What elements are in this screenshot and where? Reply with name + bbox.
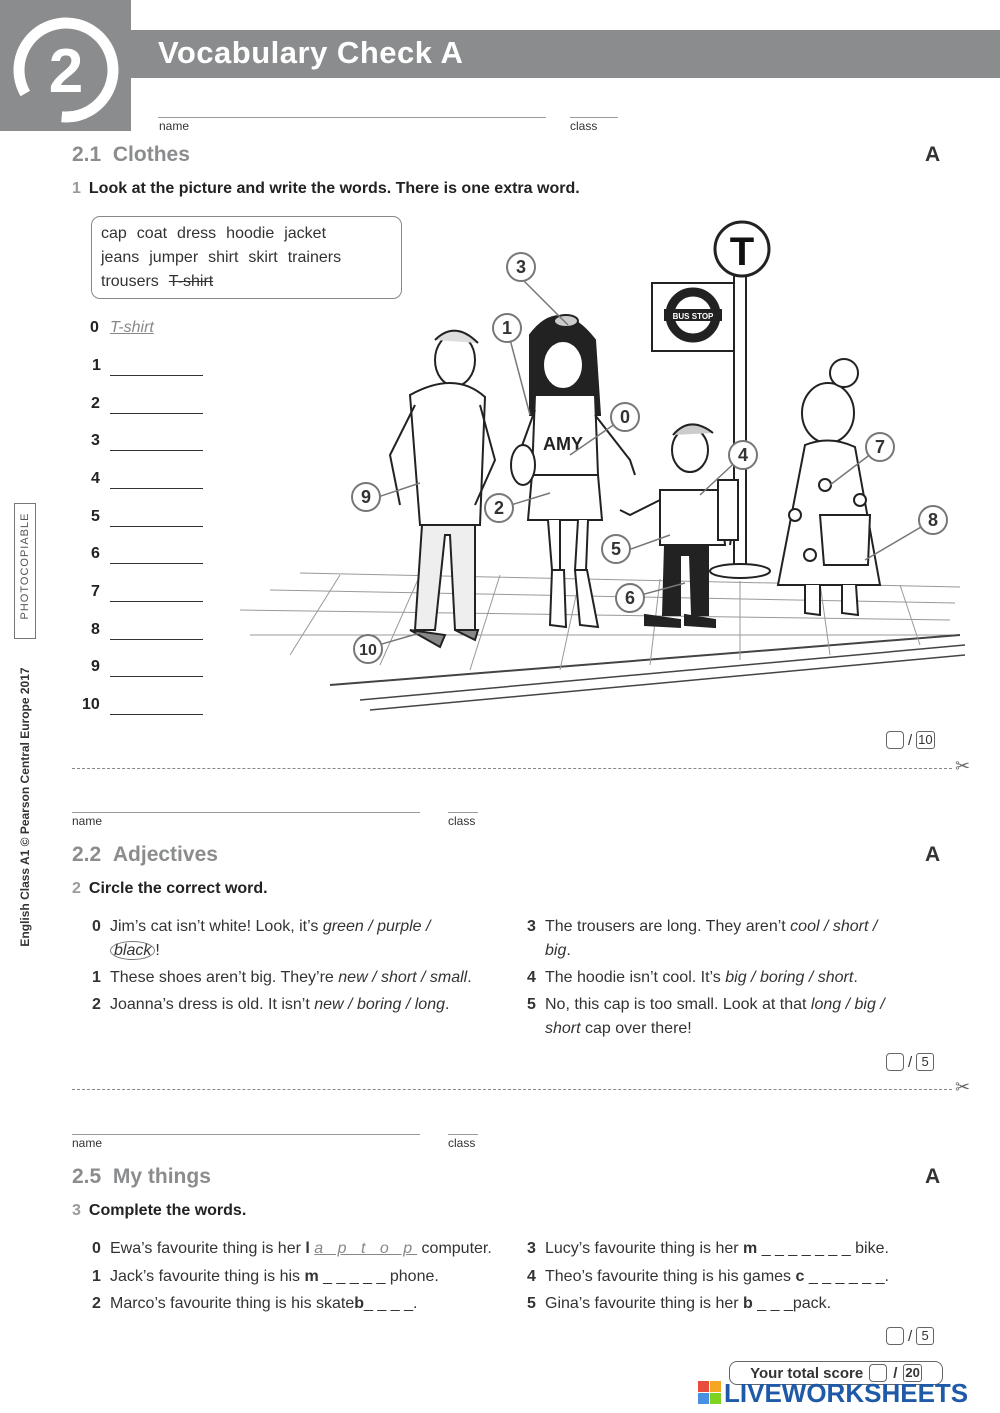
class-line[interactable] bbox=[448, 812, 478, 813]
callout-7 bbox=[866, 433, 894, 461]
answer-row-5[interactable]: 5 bbox=[80, 508, 210, 530]
section-2-1-heading bbox=[72, 143, 190, 167]
svg-text:10: 10 bbox=[359, 642, 377, 659]
instruction-2: 2 Circle the correct word. bbox=[72, 880, 268, 897]
callout-2 bbox=[485, 494, 513, 522]
section-number: 2.1 bbox=[72, 143, 102, 166]
page-title: Vocabulary Check A bbox=[158, 35, 464, 70]
score-box-1: / 10 bbox=[886, 731, 935, 749]
svg-text:0: 0 bbox=[619, 407, 631, 427]
word: jacket bbox=[284, 225, 327, 242]
answer-blank[interactable] bbox=[110, 639, 203, 640]
score-box-2: / 5 bbox=[886, 1053, 934, 1071]
word: coat bbox=[136, 225, 168, 242]
answer-blank[interactable] bbox=[110, 488, 203, 489]
unit-number: 2 bbox=[48, 37, 84, 106]
answer-blank[interactable] bbox=[110, 413, 203, 414]
cut-line bbox=[72, 768, 952, 769]
answer-row-8[interactable]: 8 bbox=[80, 621, 210, 643]
liveworksheets-watermark: LIVEWORKSHEETS bbox=[724, 1378, 969, 1408]
answer-number: 0 bbox=[90, 319, 99, 336]
things-item-2[interactable]: 2 Marco’s favourite thing is his skateb_ _ _ _. bbox=[92, 1295, 418, 1312]
score-input[interactable] bbox=[886, 1053, 904, 1071]
section-level-letter: A bbox=[925, 143, 941, 166]
svg-text:9: 9 bbox=[360, 487, 372, 507]
name-line[interactable] bbox=[72, 1134, 420, 1135]
class-line[interactable] bbox=[448, 1134, 478, 1135]
svg-text:2: 2 bbox=[493, 498, 505, 518]
score-input[interactable] bbox=[886, 1327, 904, 1345]
name-label: name bbox=[72, 1136, 103, 1150]
unit-number-badge bbox=[0, 0, 131, 131]
callout-1 bbox=[493, 314, 521, 342]
photocopiable-label: PHOTOCOPIABLE bbox=[19, 512, 31, 620]
callout-8 bbox=[919, 506, 947, 534]
things-item-0: 0 Ewa’s favourite thing is her l a p t o p computer. bbox=[92, 1240, 492, 1257]
answer-blank[interactable] bbox=[110, 375, 203, 376]
answer-blank[interactable] bbox=[110, 526, 203, 527]
svg-text:5: 5 bbox=[610, 539, 622, 559]
answer-row-2[interactable]: 2 bbox=[80, 395, 210, 417]
score-input[interactable] bbox=[886, 731, 904, 749]
things-item-4[interactable]: 4 Theo’s favourite thing is his games c _ _ _ _ _ _. bbox=[527, 1268, 889, 1285]
liveworksheets-logo-icon bbox=[698, 1381, 722, 1405]
section-2-5-heading: 2.5 My things bbox=[72, 1165, 211, 1188]
callout-4 bbox=[729, 441, 757, 469]
score-box-3: / 5 bbox=[886, 1327, 934, 1345]
scissors-icon: ✂ bbox=[955, 756, 971, 776]
section-level-letter: A bbox=[925, 1165, 941, 1188]
class-label: class bbox=[570, 119, 598, 133]
example-answer: a p t o p bbox=[314, 1240, 418, 1257]
things-item-1[interactable]: 1 Jack’s favourite thing is his m _ _ _ _ _ phone. bbox=[92, 1268, 439, 1285]
answer-row-10[interactable]: 10 bbox=[80, 696, 210, 718]
section-title: Clothes bbox=[112, 143, 190, 166]
answer-row-0 bbox=[80, 319, 210, 341]
class-label: class bbox=[448, 1136, 476, 1150]
instruction-1: 1 Look at the picture and write the words. There is one extra word. bbox=[72, 180, 580, 197]
adjective-item-2[interactable]: 2 Joanna’s dress is old. It isn’t new / boring / long. bbox=[92, 996, 450, 1013]
svg-text:7: 7 bbox=[874, 437, 886, 457]
name-label: name bbox=[159, 119, 190, 133]
scissors-icon: ✂ bbox=[955, 1077, 971, 1097]
copyright-text: English Class A1 © Pearson Central Europe 2017 bbox=[18, 667, 32, 947]
name-line[interactable] bbox=[72, 812, 420, 813]
answer-row-3[interactable]: 3 bbox=[80, 432, 210, 454]
answer-row-4[interactable]: 4 bbox=[80, 470, 210, 492]
word: trainers bbox=[287, 249, 342, 266]
svg-text:AMY: AMY bbox=[543, 434, 583, 454]
answer-row-7[interactable]: 7 bbox=[80, 583, 210, 605]
adjective-item-5[interactable]: 5 No, this cap is too small. Look at that long / big / short cap over there! bbox=[527, 996, 885, 1037]
total-score-box: Your total score / 20 bbox=[729, 1361, 943, 1385]
adjective-item-4[interactable]: 4 The hoodie isn’t cool. It’s big / boring / short. bbox=[527, 969, 858, 986]
answer-row-6[interactable]: 6 bbox=[80, 545, 210, 567]
word: trousers bbox=[101, 273, 159, 290]
circled-answer: black bbox=[110, 941, 155, 960]
word: skirt bbox=[248, 249, 278, 266]
score-total: 5 bbox=[916, 1053, 934, 1071]
class-label: class bbox=[448, 814, 476, 828]
callout-5 bbox=[602, 535, 630, 563]
adjective-item-1[interactable]: 1 These shoes aren’t big. They’re new / short / small. bbox=[92, 969, 472, 986]
total-score-label: Your total score bbox=[750, 1364, 864, 1382]
svg-text:8: 8 bbox=[927, 510, 939, 530]
example-answer: T-shirt bbox=[110, 319, 154, 336]
callout-6 bbox=[616, 584, 644, 612]
callout-9 bbox=[352, 483, 380, 511]
score-total: 5 bbox=[916, 1327, 934, 1345]
callout-3 bbox=[507, 253, 535, 281]
answer-row-9[interactable]: 9 bbox=[80, 658, 210, 680]
callout-0 bbox=[611, 403, 639, 431]
answer-row-1[interactable]: 1 bbox=[80, 357, 210, 379]
word: jeans bbox=[101, 249, 140, 266]
instruction-3: 3 Complete the words. bbox=[72, 1202, 247, 1219]
word: cap bbox=[101, 225, 127, 242]
answer-blank[interactable] bbox=[110, 450, 203, 451]
class-line[interactable] bbox=[570, 117, 618, 118]
name-label: name bbox=[72, 814, 103, 828]
callout-10 bbox=[354, 635, 382, 663]
word: jumper bbox=[149, 249, 199, 266]
score-total: 10 bbox=[918, 732, 933, 747]
adjective-item-0: 0 Jim’s cat isn’t white! Look, it’s green / purple / black ! bbox=[92, 918, 431, 959]
answer-blank[interactable] bbox=[110, 714, 203, 715]
word: dress bbox=[177, 225, 217, 242]
things-item-5[interactable]: 5 Gina’s favourite thing is her b _ _ _pack. bbox=[527, 1295, 832, 1312]
svg-text:1: 1 bbox=[501, 318, 513, 338]
adjective-item-3[interactable]: 3 The trousers are long. They aren’t cool / short / big. bbox=[527, 918, 878, 959]
things-item-3[interactable]: 3 Lucy’s favourite thing is her m _ _ _ _ _ _ _ bike. bbox=[527, 1240, 889, 1257]
section-level-letter: A bbox=[925, 843, 941, 866]
word: shirt bbox=[208, 249, 239, 266]
svg-text:BUS STOP: BUS STOP bbox=[672, 312, 714, 321]
bus-stop-illustration bbox=[230, 215, 970, 715]
total-score-max: 20 bbox=[905, 1365, 920, 1380]
svg-text:6: 6 bbox=[624, 588, 636, 608]
answer-blank[interactable] bbox=[110, 563, 203, 564]
cut-line bbox=[72, 1089, 952, 1090]
boy-figure bbox=[390, 331, 495, 647]
section-2-2-heading: 2.2 Adjectives bbox=[72, 843, 218, 866]
word: hoodie bbox=[226, 225, 275, 242]
struck-word: T-shirt bbox=[168, 273, 214, 290]
answer-blank[interactable] bbox=[110, 676, 203, 677]
svg-text:T: T bbox=[729, 230, 755, 274]
svg-text:3: 3 bbox=[515, 257, 527, 277]
woman-figure bbox=[778, 359, 880, 615]
name-line[interactable] bbox=[158, 117, 546, 118]
svg-text:4: 4 bbox=[737, 445, 749, 465]
answer-blank[interactable] bbox=[110, 601, 203, 602]
